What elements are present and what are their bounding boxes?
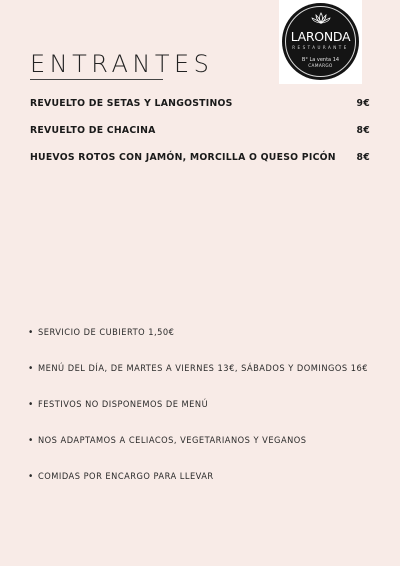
- dish-name: REVUELTO DE CHACINA: [30, 125, 156, 136]
- restaurant-logo: [279, 0, 362, 84]
- logo-badge: [282, 3, 359, 80]
- note-text: COMIDAS POR ENCARGO PARA LLEVAR: [38, 471, 214, 482]
- bullet: •: [28, 435, 34, 446]
- note-item: [28, 470, 388, 484]
- note-text: SERVICIO DE CUBIERTO 1,50€: [38, 327, 175, 338]
- dish-item: [30, 151, 370, 165]
- note-item: [28, 362, 388, 376]
- dish-item: [30, 97, 370, 111]
- dish-name: REVUELTO DE SETAS Y LANGOSTINOS: [30, 98, 233, 109]
- section-title: ENTRANTES: [30, 50, 214, 78]
- logo-subtitle: RESTAURANTE: [292, 45, 349, 50]
- logo-town: CAMARGO: [308, 63, 333, 68]
- dish-price: 9€: [356, 98, 370, 109]
- bullet: •: [28, 399, 34, 410]
- note-item: [28, 398, 388, 412]
- note-item: [28, 434, 388, 448]
- note-text: NOS ADAPTAMOS A CELIACOS, VEGETARIANOS Y VEGANOS: [38, 435, 307, 446]
- bullet: •: [28, 471, 34, 482]
- bullet: •: [28, 363, 34, 374]
- note-item: [28, 326, 388, 340]
- note-text: MENÚ DEL DÍA, DE MARTES A VIERNES 13€, SÁBADOS Y DOMINGOS 16€: [38, 363, 369, 374]
- dish-item: [30, 124, 370, 138]
- dish-price: 8€: [356, 152, 370, 163]
- title-underline: [30, 79, 163, 80]
- lotus-icon: [311, 12, 331, 24]
- logo-name: LARONDA: [290, 29, 351, 44]
- dish-price: 8€: [356, 125, 370, 136]
- note-text: FESTIVOS NO DISPONEMOS DE MENÚ: [38, 399, 209, 410]
- dish-name: HUEVOS ROTOS CON JAMÓN, MORCILLA O QUESO PICÓN: [30, 152, 336, 163]
- bullet: •: [28, 327, 34, 338]
- logo-address: B° La venta 14: [301, 57, 340, 63]
